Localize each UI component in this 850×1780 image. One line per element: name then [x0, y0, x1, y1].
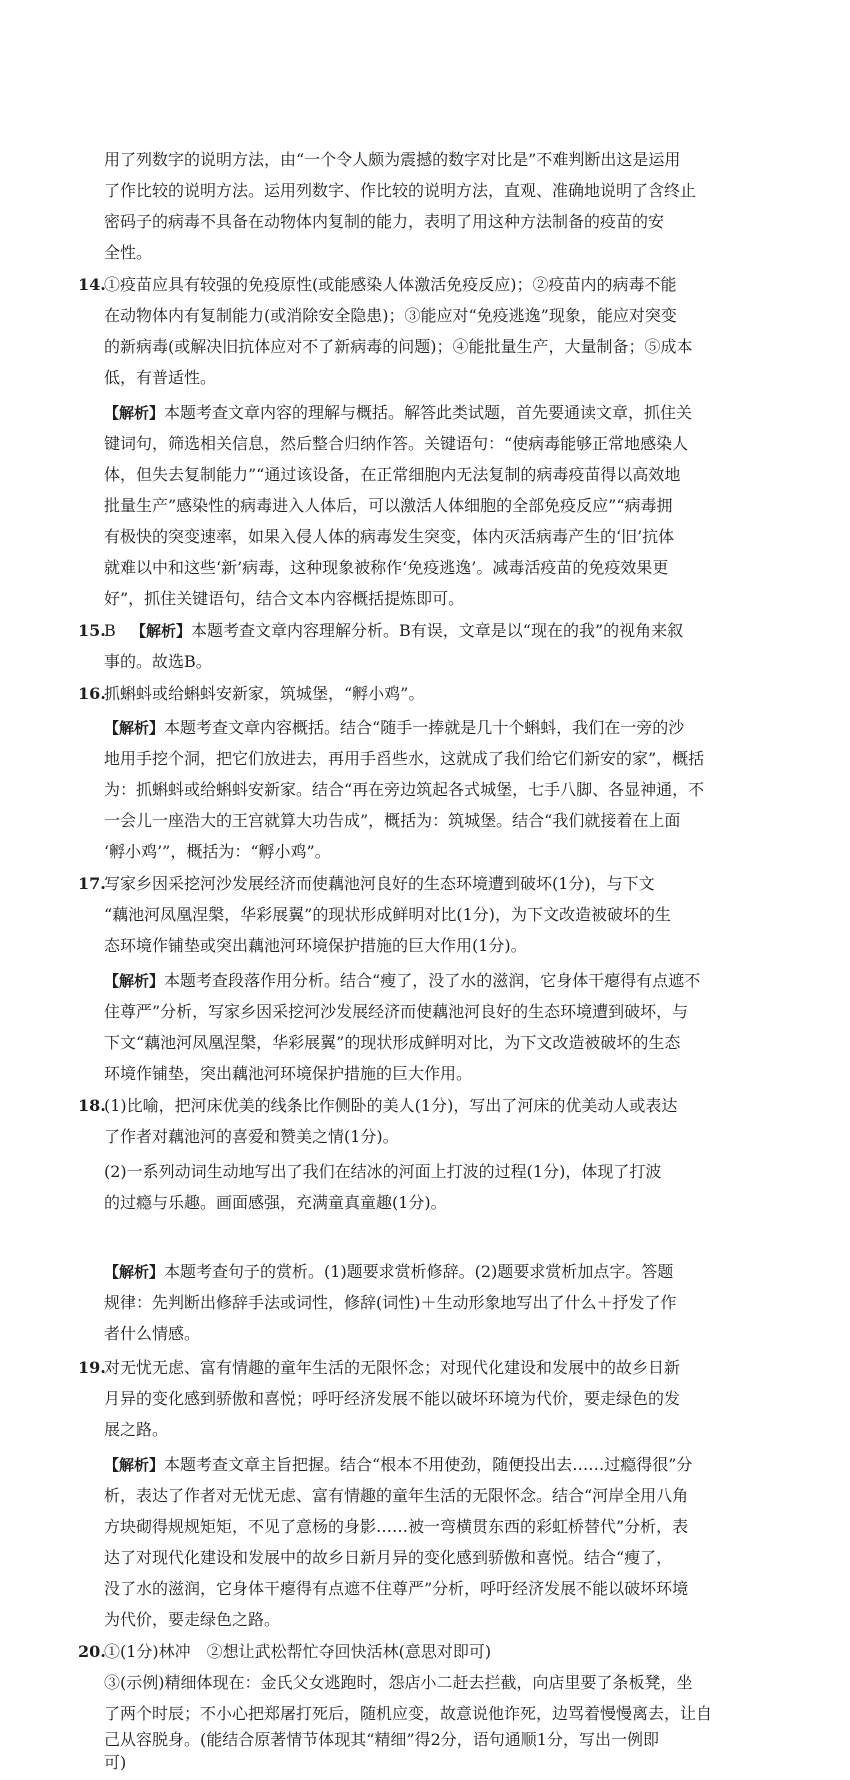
text-line — [0, 1028, 850, 1058]
q20-answer-5: 可) — [104, 1753, 127, 1772]
q18-analysis-3: 者什么情感。 — [104, 1324, 201, 1343]
text-line — [0, 207, 850, 237]
q14-analysis-1: 本题考查文章内容的理解与概括。解答此类试题，首先要通读文章，抓住关 — [164, 403, 693, 422]
q14-answer-3: 的新病毒(或解决旧抗体应对不了新病毒的问题)；④能批量生产，大量制备；⑤成本 — [104, 337, 693, 356]
analysis-tag: 【解析】 — [104, 404, 165, 422]
text-line — [0, 1188, 850, 1218]
q18-answer-1: (1)比喻，把河床优美的线条比作侧卧的美人(1分)，写出了河床的优美动人或表达 — [104, 1096, 678, 1115]
text-line — [0, 1319, 850, 1349]
question-number: 19. — [78, 1358, 106, 1377]
q19-answer-line — [0, 1353, 850, 1383]
q17-answer-3: 态环境作铺垫或突出藕池河环境保护措施的巨大作用(1分)。 — [104, 936, 527, 955]
text-line — [0, 238, 850, 268]
q20-answer-1: ①(1分)林冲 ②想让武松帮忙夺回快活林(意思对即可) — [104, 1642, 492, 1661]
text-line — [0, 806, 850, 836]
text-line — [0, 1543, 850, 1573]
q15-analysis-1: 本题考查文章内容理解分析。B有误，文章是以“现在的我”的视角来叙 — [191, 621, 684, 640]
text-line — [0, 1481, 850, 1511]
q16-analysis-3: 为：抓蝌蚪或给蝌蚪安新家。结合“再在旁边筑起各式城堡，七手八脚、各显神通，不 — [104, 780, 705, 799]
q16-answer-1: 抓蝌蚪或给蝌蚪安新家，筑城堡，“孵小鸡”。 — [104, 684, 425, 703]
q16-analysis-2: 地用手挖个洞，把它们放进去，再用手舀些水，这就成了我们给它们新安的家”，概括 — [104, 749, 705, 768]
q19-analysis-4: 达了对现代化建设和发展中的故乡日新月异的变化感到骄傲和喜悦。结合“瘦了， — [104, 1548, 673, 1567]
intro-line-1: 用了列数字的说明方法，由“一个令人颇为震撼的数字对比是”不难判断出这是运用 — [104, 150, 681, 169]
text-line — [0, 1574, 850, 1604]
text-line — [0, 1605, 850, 1635]
q14-analysis-2: 键词句，筛选相关信息，然后整合归纳作答。关键语句：“使病毒能够正常地感染人 — [104, 434, 689, 453]
text-line — [0, 429, 850, 459]
q17-answer-2: “藕池河凤凰涅槃，华彩展翼”的现状形成鲜明对比(1分)，为下文改造被破坏的生 — [104, 905, 672, 924]
q18-analysis-2: 规律：先判断出修辞手法或词性，修辞(词性)＋生动形象地写出了什么＋抒发了作 — [104, 1293, 677, 1312]
text-line — [0, 332, 850, 362]
q17-answer-1: 写家乡因采挖河沙发展经济而使藕池河良好的生态环境遭到破坏(1分)，与下文 — [104, 874, 655, 893]
analysis-tag: 【解析】 — [131, 622, 192, 640]
text-line — [0, 1059, 850, 1089]
text-line — [0, 900, 850, 930]
q14-answer-4: 低，有普适性。 — [104, 368, 217, 387]
text-line — [0, 145, 850, 175]
q14-analysis-3: 体，但失去复制能力”“通过该设备，在正常细胞内无法复制的病毒疫苗得以高效地 — [104, 465, 681, 484]
q17-analysis-3: 下文“藕池河凤凰涅槃，华彩展翼”的现状形成鲜明对比，为下文改造被破坏的生态 — [104, 1033, 681, 1052]
analysis-tag: 【解析】 — [104, 972, 165, 990]
q19-analysis-5: 没了水的滋润，它身体干瘪得有点遮不住尊严”分析，呼吁经济发展不能以破坏环境 — [104, 1579, 689, 1598]
text-line — [0, 1122, 850, 1152]
q14-analysis-line — [0, 398, 850, 428]
text-line — [0, 491, 850, 521]
question-number: 18. — [78, 1096, 106, 1115]
q14-answer-line — [0, 270, 850, 300]
text-line — [0, 931, 850, 961]
q17-analysis-4: 环境作铺垫，突出藕池河环境保护措施的巨大作用。 — [104, 1064, 473, 1083]
text-line — [0, 301, 850, 331]
q18-answer-line — [0, 1091, 850, 1121]
text-line — [0, 1512, 850, 1542]
q17-answer-line — [0, 869, 850, 899]
text-line — [0, 460, 850, 490]
text-line — [0, 775, 850, 805]
text-line — [0, 744, 850, 774]
q18-answer-4: 的过瘾与乐趣。画面感强，充满童真童趣(1分)。 — [104, 1193, 447, 1212]
q14-analysis-7: 好”，抓住关键语句，结合文本内容概括提炼即可。 — [104, 589, 465, 608]
q14-analysis-6: 就难以中和这些‘新’病毒，这种现象被称作‘免疫逃逸’。减毒活疫苗的免疫效果更 — [104, 558, 669, 577]
text-line — [0, 363, 850, 393]
analysis-tag: 【解析】 — [104, 1263, 165, 1281]
q20-answer-line — [0, 1637, 850, 1667]
q18-answer-3: (2)一系列动词生动地写出了我们在结冰的河面上打波的过程(1分)，体现了打波 — [104, 1162, 662, 1181]
q18-analysis-line — [0, 1257, 850, 1287]
text-line — [0, 1668, 850, 1698]
q19-analysis-2: 析，表达了作者对无忧无虑、富有情趣的童年生活的无限怀念。结合“河岸全用八角 — [104, 1486, 689, 1505]
q17-analysis-2: 住尊严”分析，写家乡因采挖河沙发展经济而使藕池河良好的生态环境遭到破坏，与 — [104, 1002, 689, 1021]
q15-analysis-2: 事的。故选B。 — [104, 652, 212, 671]
intro-line-2: 了作比较的说明方法。运用列数字、作比较的说明方法，直观、准确地说明了含终止 — [104, 181, 697, 200]
q14-analysis-4: 批量生产”感染性的病毒进入人体后，可以激活人体细胞的全部免疫反应”“病毒拥 — [104, 496, 673, 515]
analysis-tag: 【解析】 — [104, 1456, 165, 1474]
question-number: 14. — [78, 275, 106, 294]
q16-analysis-5: ‘孵小鸡’”，概括为：“孵小鸡”。 — [104, 842, 331, 861]
text-line — [0, 997, 850, 1027]
intro-line-3: 密码子的病毒不具备在动物体内复制的能力，表明了用这种方法制备的疫苗的安 — [104, 212, 665, 231]
q19-analysis-3: 方块砌得规规矩矩，不见了意杨的身影……被一弯横贯东西的彩虹桥替代”分析，表 — [104, 1517, 689, 1536]
q19-analysis-1: 本题考查文章主旨把握。结合“根本不用使劲，随便投出去……过瘾得很”分 — [164, 1455, 693, 1474]
q17-analysis-line — [0, 966, 850, 996]
question-number: 17. — [78, 874, 106, 893]
q14-analysis-5: 有极快的突变速率，如果入侵人体的病毒发生突变，体内灭活病毒产生的‘旧’抗体 — [104, 527, 675, 546]
q16-answer-line — [0, 679, 850, 709]
q14-answer-2: 在动物体内有复制能力(或消除安全隐患)；③能应对“免疫逃逸”现象，能应对突变 — [104, 306, 677, 325]
q14-answer-1: ①疫苗应具有较强的免疫原性(或能感染人体激活免疫反应)；②疫苗内的病毒不能 — [104, 275, 677, 294]
q19-answer-2: 月异的变化感到骄傲和喜悦；呼吁经济发展不能以破坏环境为代价，要走绿色的发 — [104, 1389, 681, 1408]
q16-analysis-4: 一会儿一座浩大的王宫就算大功告成”，概括为：筑城堡。结合“我们就接着在上面 — [104, 811, 681, 830]
text-line — [0, 1415, 850, 1445]
text-line — [0, 584, 850, 614]
text-line — [0, 837, 850, 867]
q16-analysis-1: 本题考查文章内容概括。结合“随手一捧就是几十个蝌蚪，我们在一旁的沙 — [164, 718, 685, 737]
q20-answer-3: 了两个时辰；不小心把郑屠打死后，随机应变，故意说他诈死，边骂着慢慢离去，让自 — [104, 1704, 713, 1723]
question-number: 20. — [78, 1642, 106, 1661]
text-line — [0, 553, 850, 583]
text-line — [0, 176, 850, 206]
q20-answer-2: ③(示例)精细体现在：金氏父女逃跑时，怨店小二赶去拦截，向店里要了条板凳，坐 — [104, 1673, 693, 1692]
text-line — [0, 1157, 850, 1187]
intro-line-4: 全性。 — [104, 243, 153, 262]
text-line — [0, 522, 850, 552]
text-line — [0, 1748, 850, 1778]
q18-analysis-1: 本题考查句子的赏析。(1)题要求赏析修辞。(2)题要求赏析加点字。答题 — [164, 1262, 674, 1281]
q15-line — [0, 616, 850, 646]
q17-analysis-1: 本题考查段落作用分析。结合“瘦了，没了水的滋润，它身体干瘪得有点遮不 — [164, 971, 701, 990]
question-number: 16. — [78, 684, 106, 703]
q20-answer-4: 己从容脱身。(能结合原著情节体现其“精细”得2分，语句通顺1分，写出一例即 — [104, 1730, 659, 1749]
analysis-tag: 【解析】 — [104, 719, 165, 737]
q19-analysis-line — [0, 1450, 850, 1480]
q16-analysis-line — [0, 713, 850, 743]
q19-answer-3: 展之路。 — [104, 1420, 169, 1439]
q18-answer-2: 了作者对藕池河的喜爱和赞美之情(1分)。 — [104, 1127, 399, 1146]
text-line — [0, 1288, 850, 1318]
q15-answer: B — [104, 621, 116, 640]
q19-answer-1: 对无忧无虑、富有情趣的童年生活的无限怀念；对现代化建设和发展中的故乡日新 — [104, 1358, 681, 1377]
text-line — [0, 647, 850, 677]
text-line — [0, 1384, 850, 1414]
question-number: 15. — [78, 621, 106, 640]
q19-analysis-6: 为代价，要走绿色之路。 — [104, 1610, 281, 1629]
